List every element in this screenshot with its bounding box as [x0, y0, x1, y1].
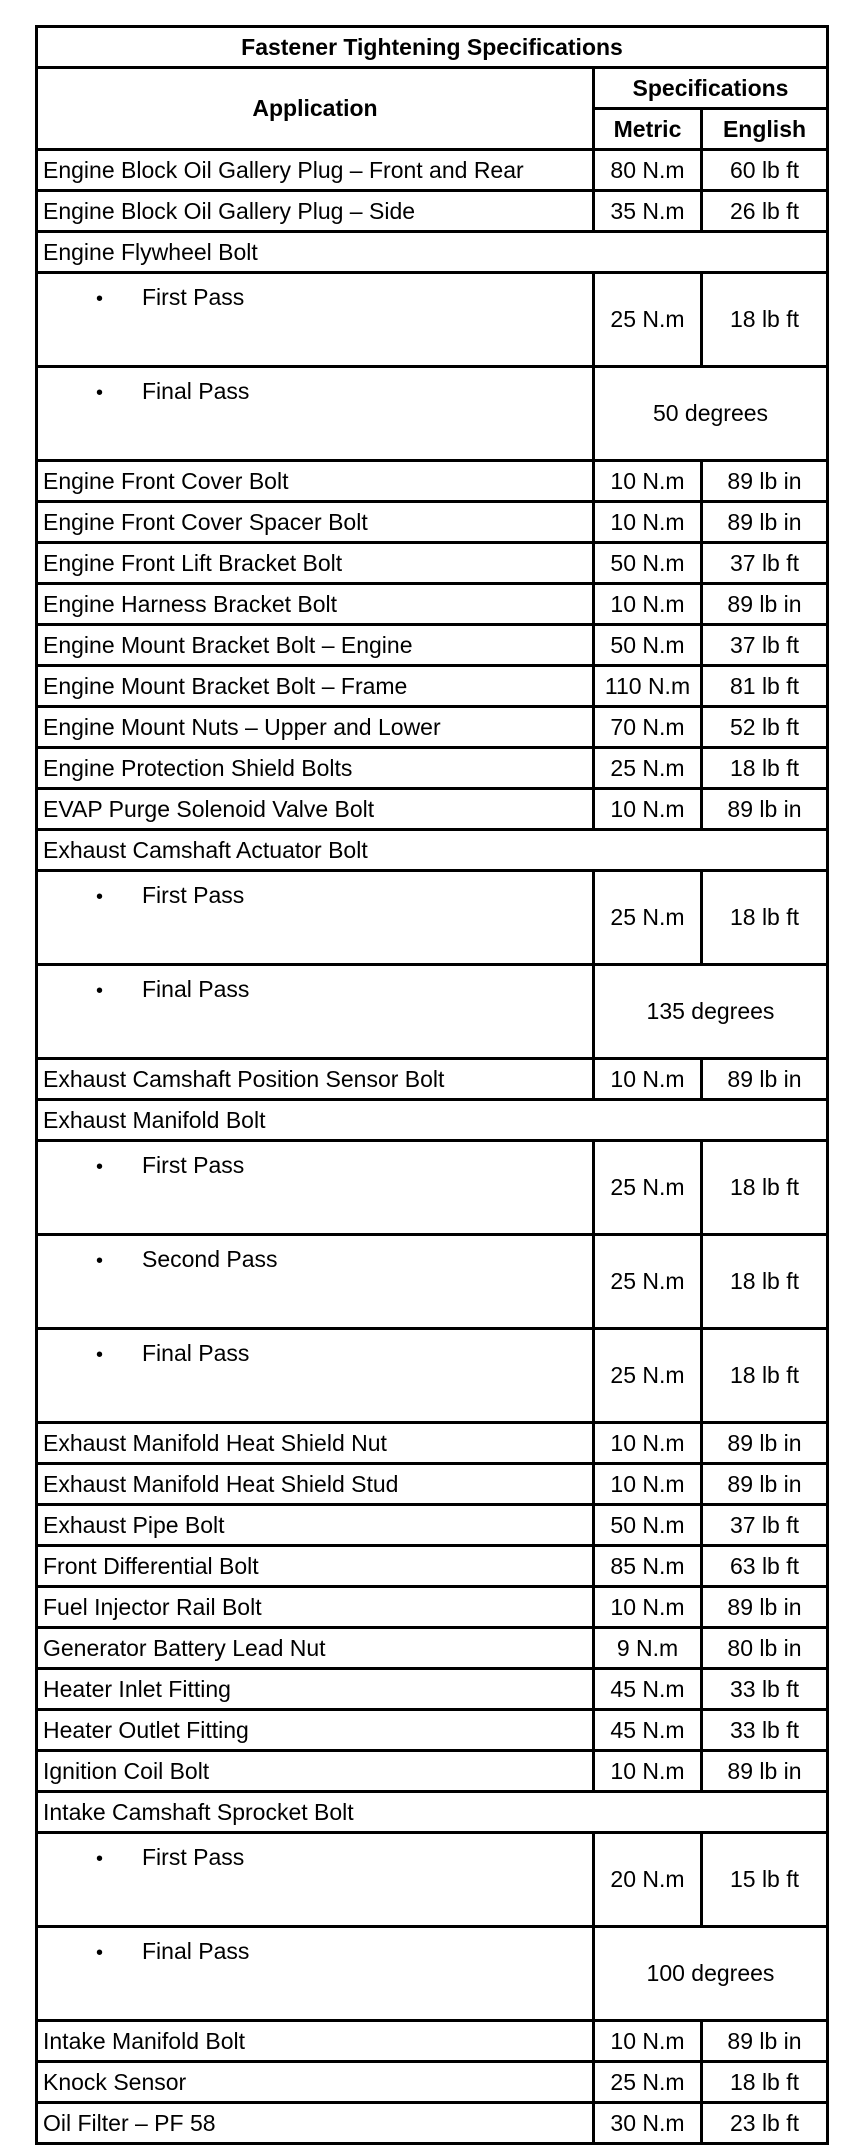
application-cell: Heater Outlet Fitting	[37, 1710, 594, 1751]
pass-label: First Pass	[142, 284, 245, 310]
pass-label: First Pass	[142, 882, 245, 908]
pass-label-cell	[37, 273, 594, 367]
angle-value-cell: 100 degrees	[594, 1927, 828, 2021]
sub-pass-row	[37, 1235, 828, 1329]
metric-cell: 80 N.m	[594, 150, 702, 191]
table-row	[37, 666, 828, 707]
application-cell: Engine Block Oil Gallery Plug – Side	[37, 191, 594, 232]
metric-cell: 25 N.m	[594, 2062, 702, 2103]
table-row	[37, 1587, 828, 1628]
english-cell: 33 lb ft	[702, 1669, 828, 1710]
english-cell: 89 lb in	[702, 502, 828, 543]
metric-cell: 25 N.m	[594, 871, 702, 965]
english-cell: 60 lb ft	[702, 150, 828, 191]
table-row	[37, 1669, 828, 1710]
metric-cell: 20 N.m	[594, 1833, 702, 1927]
table-row	[37, 502, 828, 543]
metric-cell: 10 N.m	[594, 2021, 702, 2062]
application-cell: EVAP Purge Solenoid Valve Bolt	[37, 789, 594, 830]
sub-pass-row	[37, 273, 828, 367]
application-cell: Engine Front Lift Bracket Bolt	[37, 543, 594, 584]
metric-cell: 25 N.m	[594, 1235, 702, 1329]
english-cell: 52 lb ft	[702, 707, 828, 748]
group-header-row	[37, 1792, 828, 1833]
application-cell: Knock Sensor	[37, 2062, 594, 2103]
application-cell: Engine Front Cover Bolt	[37, 461, 594, 502]
sub-pass-row	[37, 1141, 828, 1235]
sub-pass-row	[37, 871, 828, 965]
metric-cell: 25 N.m	[594, 1329, 702, 1423]
english-cell: 63 lb ft	[702, 1546, 828, 1587]
table-row	[37, 748, 828, 789]
english-header: English	[702, 109, 828, 150]
metric-cell: 70 N.m	[594, 707, 702, 748]
table-row	[37, 2103, 828, 2144]
application-cell: Engine Mount Bracket Bolt – Frame	[37, 666, 594, 707]
metric-cell: 9 N.m	[594, 1628, 702, 1669]
application-cell: Engine Mount Bracket Bolt – Engine	[37, 625, 594, 666]
pass-label: Second Pass	[142, 1246, 278, 1272]
metric-cell: 25 N.m	[594, 1141, 702, 1235]
table-row	[37, 625, 828, 666]
metric-cell: 50 N.m	[594, 625, 702, 666]
metric-cell: 10 N.m	[594, 1587, 702, 1628]
table-row	[37, 1423, 828, 1464]
pass-label: First Pass	[142, 1844, 245, 1870]
english-cell: 89 lb in	[702, 2021, 828, 2062]
english-cell: 37 lb ft	[702, 543, 828, 584]
pass-label: Final Pass	[142, 976, 250, 1002]
metric-cell: 30 N.m	[594, 2103, 702, 2144]
english-cell: 89 lb in	[702, 461, 828, 502]
bullet-icon: •	[96, 886, 104, 908]
application-cell: Ignition Coil Bolt	[37, 1751, 594, 1792]
metric-cell: 45 N.m	[594, 1710, 702, 1751]
english-cell: 18 lb ft	[702, 748, 828, 789]
english-cell: 89 lb in	[702, 1751, 828, 1792]
group-label-cell: Intake Camshaft Sprocket Bolt	[37, 1792, 828, 1833]
application-cell: Engine Mount Nuts – Upper and Lower	[37, 707, 594, 748]
english-cell: 89 lb in	[702, 1059, 828, 1100]
metric-cell: 50 N.m	[594, 1505, 702, 1546]
metric-cell: 10 N.m	[594, 1059, 702, 1100]
angle-value-cell: 135 degrees	[594, 965, 828, 1059]
metric-header: Metric	[594, 109, 702, 150]
table-row	[37, 1546, 828, 1587]
table-row	[37, 1628, 828, 1669]
english-cell: 15 lb ft	[702, 1833, 828, 1927]
pass-label-cell	[37, 1833, 594, 1927]
pass-label-cell	[37, 1927, 594, 2021]
application-cell: Exhaust Camshaft Position Sensor Bolt	[37, 1059, 594, 1100]
pass-label-cell	[37, 871, 594, 965]
metric-cell: 10 N.m	[594, 789, 702, 830]
spec-table-body	[37, 150, 828, 2144]
english-cell: 37 lb ft	[702, 625, 828, 666]
group-label-cell: Exhaust Camshaft Actuator Bolt	[37, 830, 828, 871]
bullet-icon: •	[96, 980, 104, 1002]
table-row	[37, 789, 828, 830]
metric-cell: 50 N.m	[594, 543, 702, 584]
table-row	[37, 2062, 828, 2103]
table-row	[37, 707, 828, 748]
group-label-cell: Engine Flywheel Bolt	[37, 232, 828, 273]
group-header-row	[37, 232, 828, 273]
application-cell: Engine Block Oil Gallery Plug – Front and Rear	[37, 150, 594, 191]
english-cell: 18 lb ft	[702, 1141, 828, 1235]
fastener-spec-table	[35, 25, 829, 2145]
pass-label: First Pass	[142, 1152, 245, 1178]
english-cell: 33 lb ft	[702, 1710, 828, 1751]
english-cell: 23 lb ft	[702, 2103, 828, 2144]
application-cell: Fuel Injector Rail Bolt	[37, 1587, 594, 1628]
metric-cell: 10 N.m	[594, 584, 702, 625]
application-cell: Exhaust Pipe Bolt	[37, 1505, 594, 1546]
metric-cell: 10 N.m	[594, 461, 702, 502]
sub-pass-row	[37, 367, 828, 461]
application-header: Application	[37, 68, 594, 150]
application-cell: Exhaust Manifold Heat Shield Nut	[37, 1423, 594, 1464]
english-cell: 26 lb ft	[702, 191, 828, 232]
bullet-icon: •	[96, 1344, 104, 1366]
application-cell: Heater Inlet Fitting	[37, 1669, 594, 1710]
sub-pass-row	[37, 965, 828, 1059]
metric-cell: 10 N.m	[594, 1751, 702, 1792]
table-row	[37, 1505, 828, 1546]
table-row	[37, 191, 828, 232]
english-cell: 89 lb in	[702, 1464, 828, 1505]
metric-cell: 25 N.m	[594, 748, 702, 789]
pass-label-cell	[37, 367, 594, 461]
table-row	[37, 150, 828, 191]
english-cell: 37 lb ft	[702, 1505, 828, 1546]
table-title: Fastener Tightening Specifications	[37, 27, 828, 68]
pass-label-cell	[37, 965, 594, 1059]
bullet-icon: •	[96, 288, 104, 310]
application-cell: Generator Battery Lead Nut	[37, 1628, 594, 1669]
angle-value-cell: 50 degrees	[594, 367, 828, 461]
group-header-row	[37, 830, 828, 871]
group-label-cell: Exhaust Manifold Bolt	[37, 1100, 828, 1141]
metric-cell: 110 N.m	[594, 666, 702, 707]
english-cell: 89 lb in	[702, 584, 828, 625]
metric-cell: 25 N.m	[594, 273, 702, 367]
sub-pass-row	[37, 1927, 828, 2021]
metric-cell: 45 N.m	[594, 1669, 702, 1710]
english-cell: 18 lb ft	[702, 2062, 828, 2103]
application-cell: Engine Harness Bracket Bolt	[37, 584, 594, 625]
table-row	[37, 2021, 828, 2062]
bullet-icon: •	[96, 382, 104, 404]
bullet-icon: •	[96, 1156, 104, 1178]
english-cell: 89 lb in	[702, 1587, 828, 1628]
english-cell: 81 lb ft	[702, 666, 828, 707]
english-cell: 80 lb in	[702, 1628, 828, 1669]
table-row	[37, 543, 828, 584]
bullet-icon: •	[96, 1848, 104, 1870]
metric-cell: 85 N.m	[594, 1546, 702, 1587]
sub-pass-row	[37, 1833, 828, 1927]
english-cell: 18 lb ft	[702, 1235, 828, 1329]
bullet-icon: •	[96, 1250, 104, 1272]
metric-cell: 35 N.m	[594, 191, 702, 232]
table-row	[37, 1751, 828, 1792]
pass-label-cell	[37, 1235, 594, 1329]
table-row	[37, 461, 828, 502]
application-cell: Oil Filter – PF 58	[37, 2103, 594, 2144]
english-cell: 18 lb ft	[702, 273, 828, 367]
pass-label: Final Pass	[142, 1340, 250, 1366]
group-header-row	[37, 1100, 828, 1141]
table-row	[37, 584, 828, 625]
pass-label-cell	[37, 1329, 594, 1423]
application-cell: Front Differential Bolt	[37, 1546, 594, 1587]
table-row	[37, 1710, 828, 1751]
metric-cell: 10 N.m	[594, 1423, 702, 1464]
english-cell: 18 lb ft	[702, 871, 828, 965]
metric-cell: 10 N.m	[594, 502, 702, 543]
application-cell: Engine Protection Shield Bolts	[37, 748, 594, 789]
english-cell: 18 lb ft	[702, 1329, 828, 1423]
english-cell: 89 lb in	[702, 1423, 828, 1464]
pass-label: Final Pass	[142, 378, 250, 404]
sub-pass-row	[37, 1329, 828, 1423]
application-cell: Exhaust Manifold Heat Shield Stud	[37, 1464, 594, 1505]
application-cell: Engine Front Cover Spacer Bolt	[37, 502, 594, 543]
english-cell: 89 lb in	[702, 789, 828, 830]
table-row	[37, 1464, 828, 1505]
pass-label-cell	[37, 1141, 594, 1235]
specifications-header: Specifications	[594, 68, 828, 109]
bullet-icon: •	[96, 1942, 104, 1964]
metric-cell: 10 N.m	[594, 1464, 702, 1505]
application-cell: Intake Manifold Bolt	[37, 2021, 594, 2062]
table-row	[37, 1059, 828, 1100]
pass-label: Final Pass	[142, 1938, 250, 1964]
